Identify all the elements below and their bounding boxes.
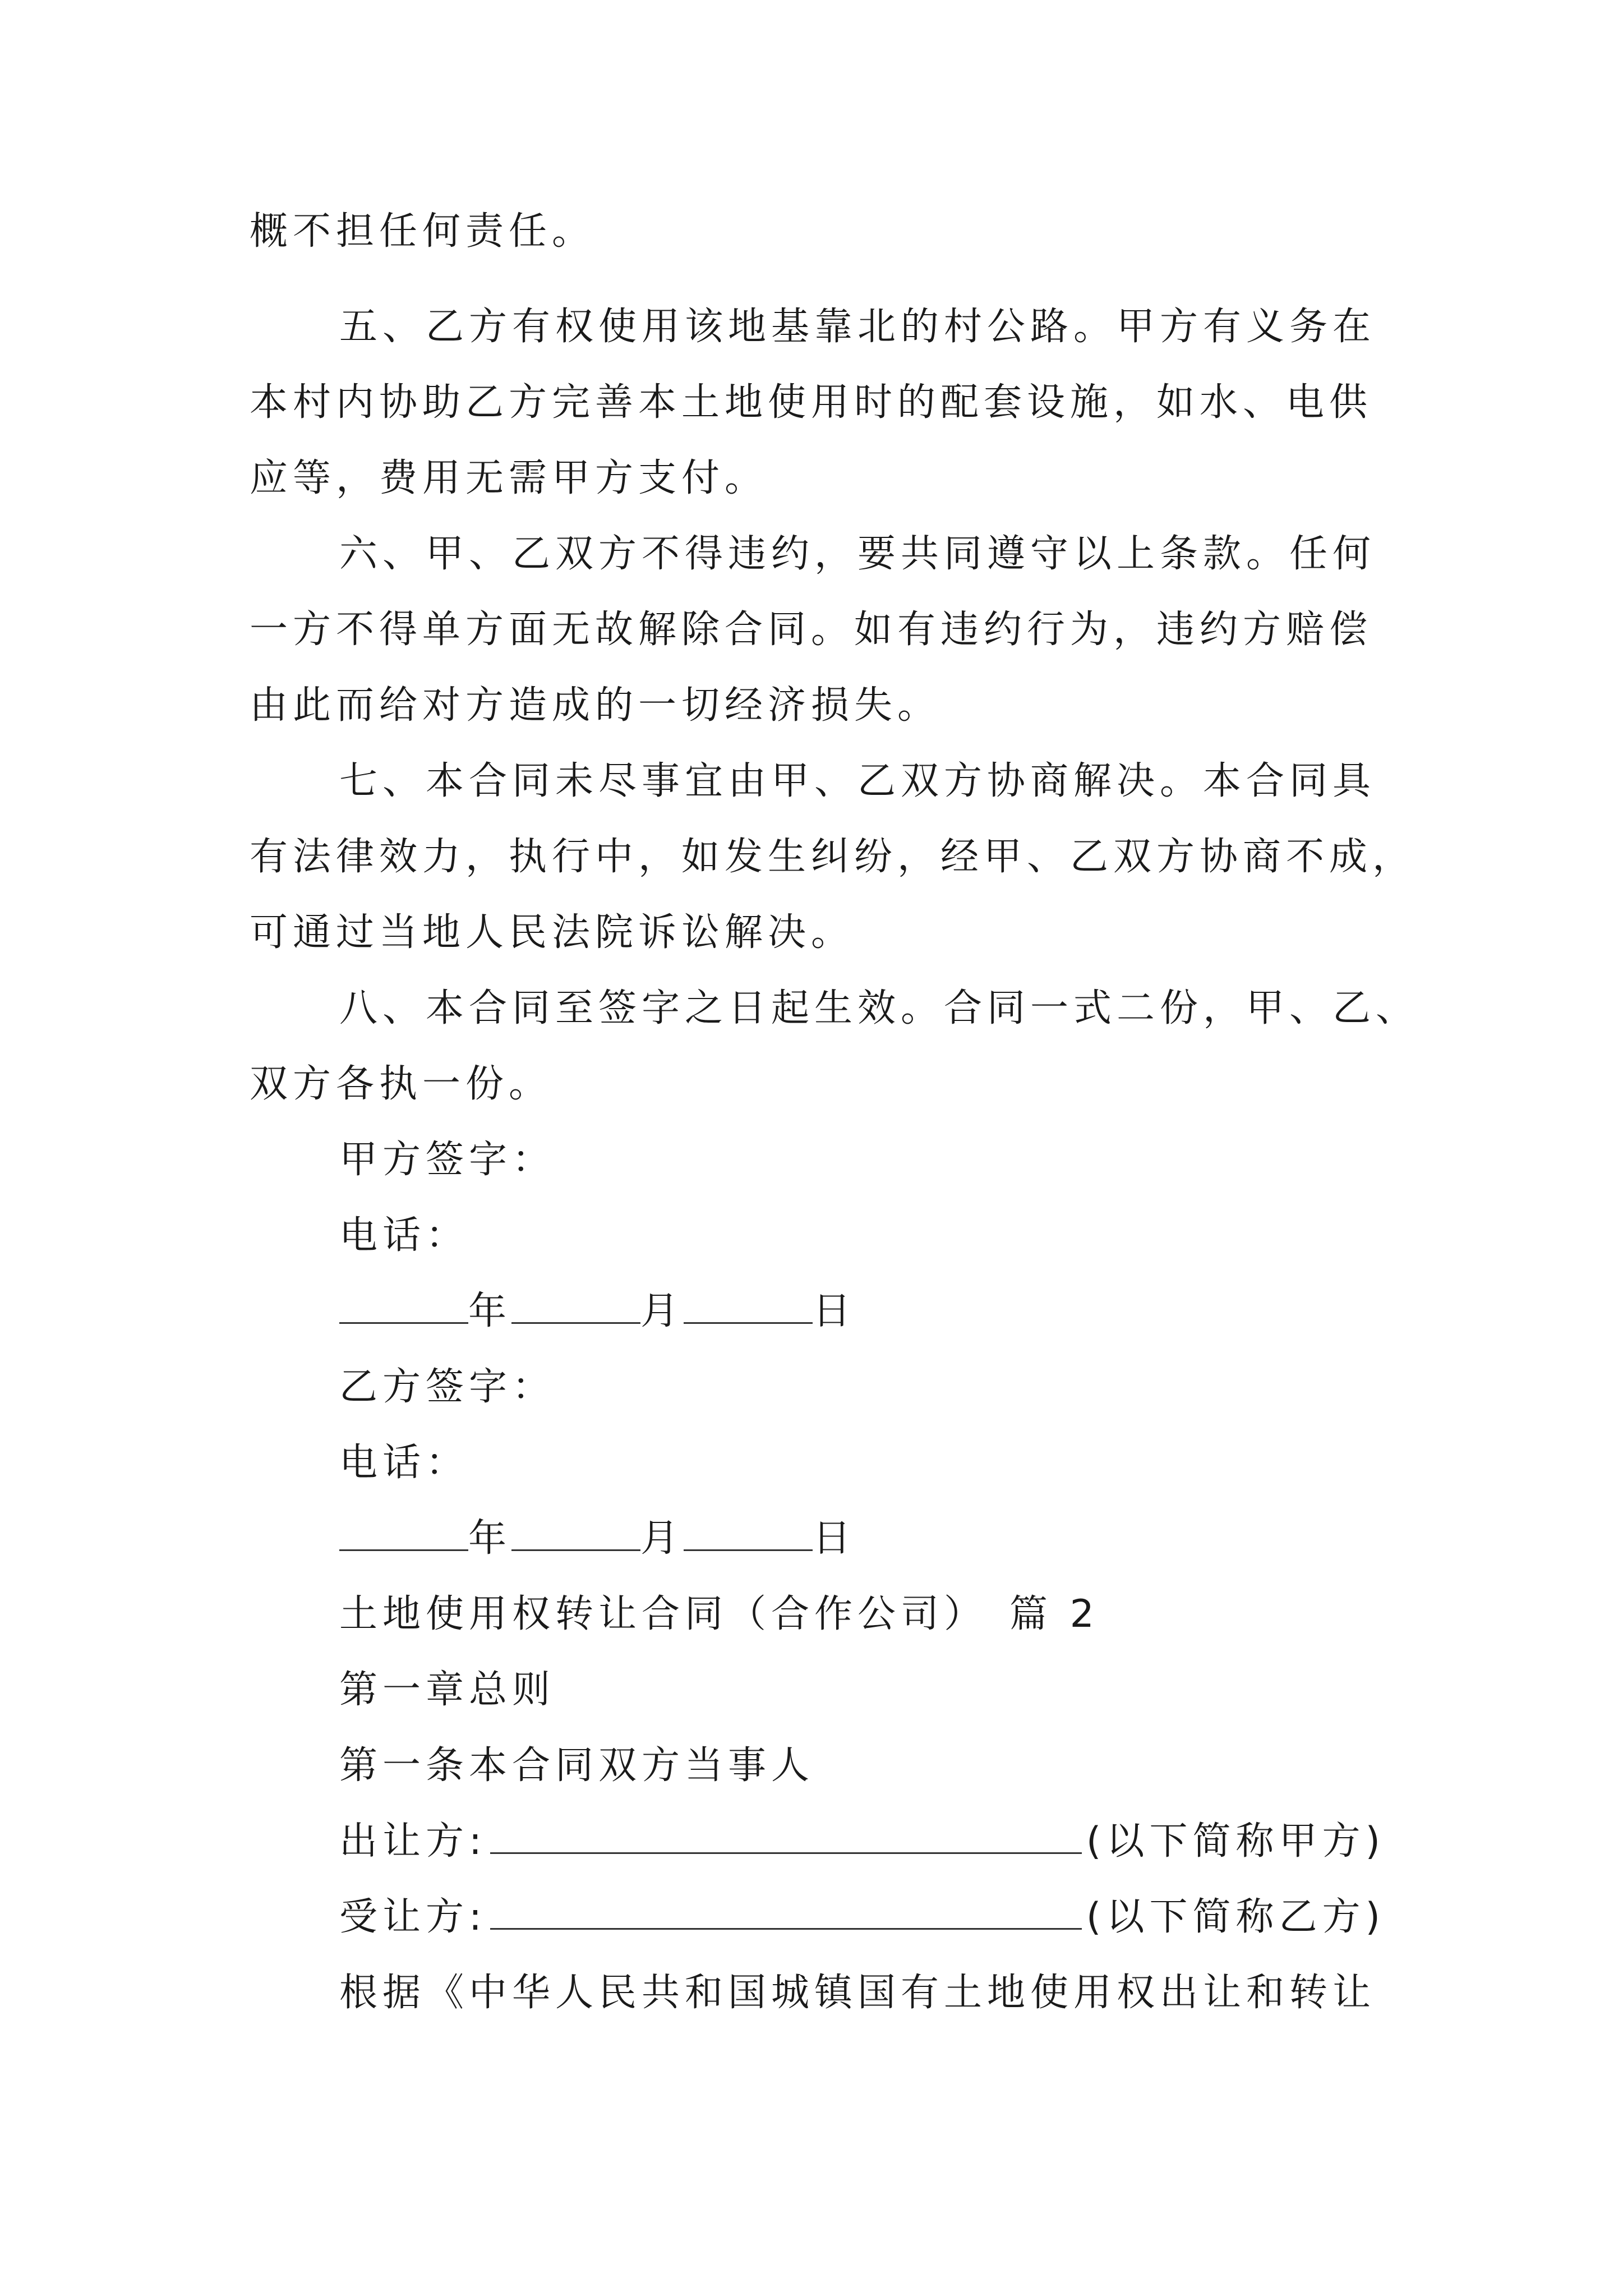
transferee-note: (以下简称乙方) [1086,1895,1385,1939]
paragraph-line: 由此而给对方造成的一切经济损失。 [250,683,941,728]
chapter-heading: 第一章总则 [339,1668,556,1712]
month-label: 月 [640,1516,684,1561]
party-a-date-line [339,1285,856,1338]
transferor-note: (以下简称甲方) [1086,1819,1385,1864]
month-label: 月 [640,1289,684,1333]
party-b-signature-label: 乙方签字： [339,1365,556,1409]
paragraph-line: 七、本合同未尽事宜由甲、乙双方协商解决。本合同具 [339,759,1376,803]
party-b-date-line [339,1512,856,1566]
transferee-blank[interactable] [490,1892,1082,1930]
transferee-line [339,1890,1385,1944]
party-a-signature-label: 甲方签字： [339,1138,556,1182]
year-label: 年 [468,1516,512,1561]
day-label: 日 [813,1516,856,1561]
year-blank[interactable] [339,1286,468,1324]
article-heading: 第一条本合同双方当事人 [339,1743,815,1788]
day-label: 日 [813,1289,856,1333]
paragraph-line: 可通过当地人民法院诉讼解决。 [250,910,855,955]
section-part-label: 篇 2 [1009,1592,1099,1636]
paragraph-line: 一方不得单方面无故解除合同。如有违约行为，违约方赔偿 [250,608,1373,652]
paragraph-line: 有法律效力，执行中，如发生纠纷，经甲、乙双方协商不成， [250,835,1416,879]
paragraph-line: 概不担任何责任。 [250,209,596,254]
day-blank[interactable] [684,1286,813,1324]
paragraph-line: 五、乙方有权使用该地基靠北的村公路。甲方有义务在 [339,305,1376,349]
transferor-line [339,1815,1385,1869]
section-title-text: 土地使用权转让合同（合作公司） [339,1592,988,1636]
paragraph-line: 八、本合同至签字之日起生效。合同一式二份，甲、乙、 [339,986,1419,1030]
transferor-label: 出让方: [339,1819,487,1864]
party-b-phone-label: 电话： [339,1441,469,1485]
month-blank[interactable] [511,1286,640,1324]
month-blank[interactable] [511,1513,640,1551]
section-title [339,1588,1099,1641]
paragraph-line: 六、甲、乙双方不得违约，要共同遵守以上条款。任何 [339,532,1376,576]
day-blank[interactable] [684,1513,813,1551]
transferor-blank[interactable] [490,1816,1082,1854]
party-a-phone-label: 电话： [339,1213,469,1258]
year-label: 年 [468,1289,512,1333]
year-blank[interactable] [339,1513,468,1551]
transferee-label: 受让方: [339,1895,487,1939]
paragraph-line: 根据《中华人民共和国城镇国有土地使用权出让和转让 [339,1971,1376,2015]
paragraph-line: 本村内协助乙方完善本土地使用时的配套设施，如水、电供 [250,380,1373,425]
paragraph-line: 应等，费用无需甲方支付。 [250,456,768,500]
paragraph-line: 双方各执一份。 [250,1062,552,1106]
